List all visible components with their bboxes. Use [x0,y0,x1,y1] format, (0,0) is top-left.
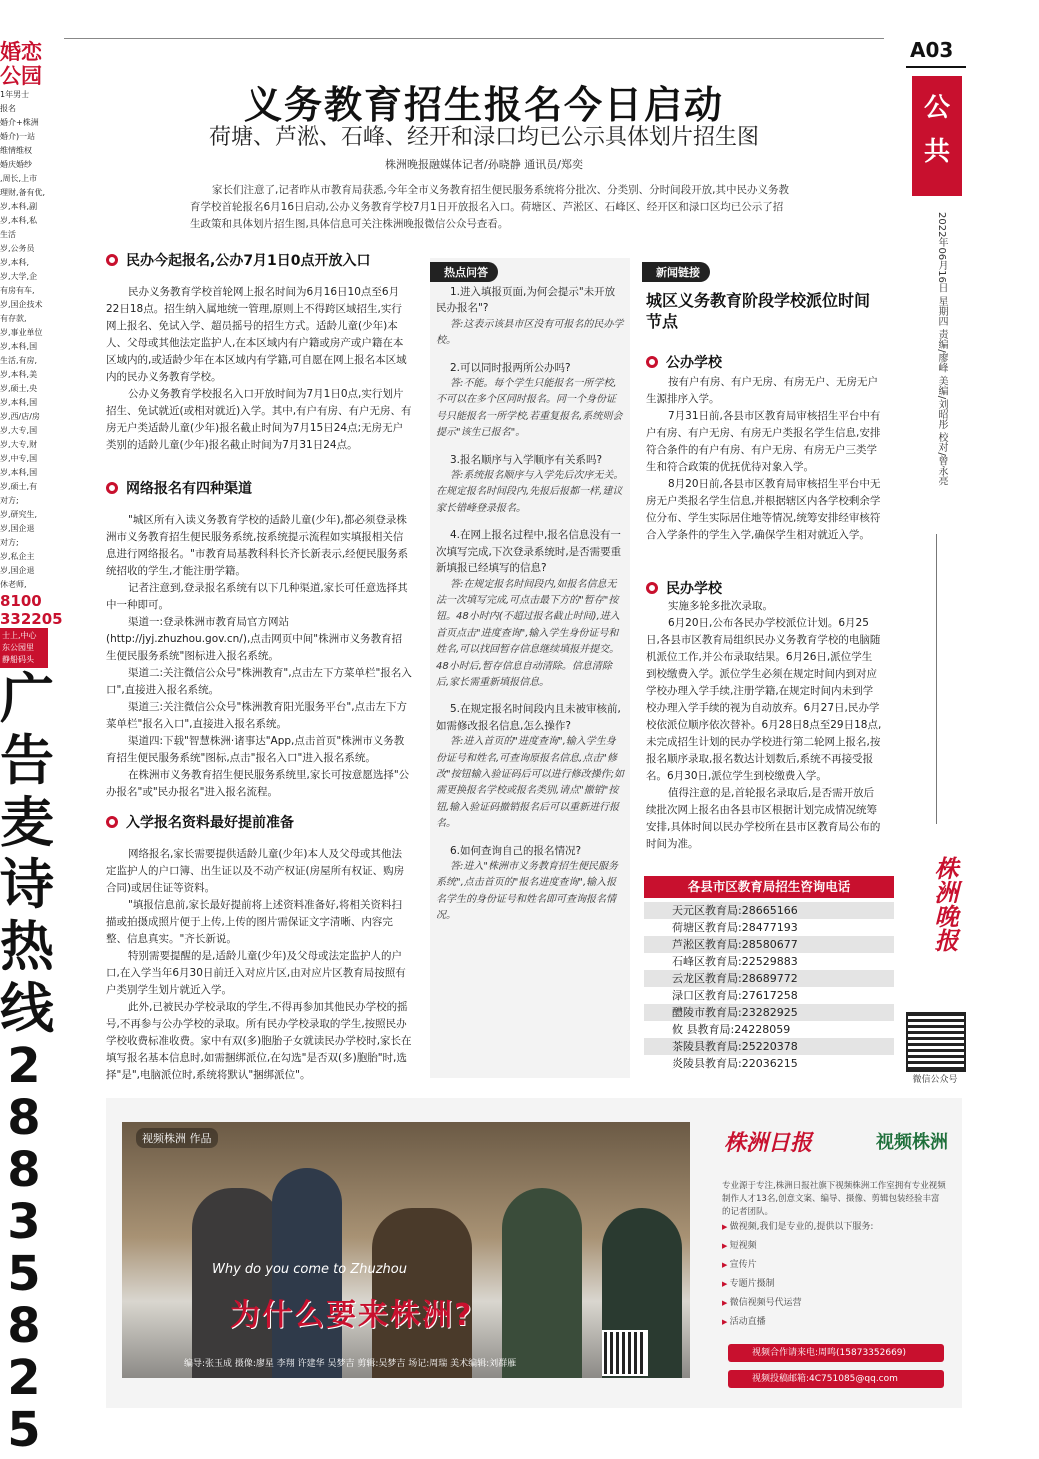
ad-service-item: ▶ 活动直播 [722,1313,948,1332]
strip-lines [0,88,48,592]
ad-contact-phone[interactable]: 视频合作请来电:周鸣(15873352669) [728,1344,944,1362]
ad-main-title: 为什么要来株洲? [230,1298,474,1333]
strip-number-digit: 5 [7,1402,41,1458]
strip-line: 岁,本科,美 [0,370,38,379]
strip-hotline-char: 热 [0,915,54,978]
strip-line: 维情维权 [0,146,32,155]
strip-line: 岁,国企退 [0,566,35,575]
news-link-tag: 新闻链接 [642,262,710,282]
qa-question: 2.可以同时报两所公办吗? [450,361,571,374]
strip-line: 岁,本科,国 [0,468,38,477]
strip-line: 对方; [0,538,19,547]
phone-row: 天元区教育局:28665166 [644,902,894,919]
strip-line: 岁,本科,国 [0,398,38,407]
person-figure [502,1188,582,1378]
ad-description-text: 专业源于专注,株洲日报社旗下视频株洲工作室拥有专业视频制作人才13名,创意文案、编导、摄像、剪辑包装经验丰富的记者团队。 [722,1181,946,1217]
qa-answer: 答:进入"株洲市义务教育招生便民服务系统",点击首页的"报名进度查询",输入报名学生的身份证号和姓名即可查询报名情况。 [436,861,618,922]
ad-service-item: ▶ 专题片摄制 [722,1275,948,1294]
strip-title-2: 公园 [0,64,42,88]
ad-service-intro: ▶ 做视频,我们是专业的,提供以下服务: [722,1218,948,1237]
paragraph: 此外,已被民办学校录取的学生,不得再参加其他民办学校的摇号,不再参与公办学校的录取。所有民办学校录取的学生,按照民办学校收费标准收费。家中有双(多)胞胎子女就读民办学校时,家长在填写报名基本信息时,如需捆绑派位,在勾选"是否双(多)胞胎"时,选择"是",电脑派位时,系统将默认"捆绑派位"。 [106,1001,412,1081]
ad-brand-badge: 视频株洲 作品 [136,1128,218,1148]
qr-code-icon[interactable] [906,1012,966,1072]
strip-line: 岁,硕士,央 [0,384,38,393]
phone-row: 石峰区教育局:22529883 [672,955,798,968]
strip-line: 有房有车, [0,286,35,295]
phone-row: 攸 县教育局:24228059 [672,1023,791,1036]
public-school-heading [646,352,886,372]
bullet-ring-icon [106,816,118,828]
paragraph: 渠道一:登录株洲市教育局官方网站(http://jyj.zhuzhou.gov.cn/),点击网页中间"株洲市义务教育招生便民服务系统"图标进入报名系统。 [106,616,403,662]
ad-service-list [722,1218,948,1332]
phone-row: 茶陵县教育局:25220378 [644,1038,894,1055]
paragraph: 网络报名,家长需要提供适龄儿童(少年)本人及父母或其他法定监护人的户口簿、出生证以及不动产权证(房屋所有权证、购房合同)或居住证等资料。 [106,848,405,894]
bullet-ring-icon [106,482,118,494]
qa-question: 3.报名顺序与入学顺序有关系吗? [450,453,603,466]
phone-table-title: 各县市区教育局招生咨询电话 [644,876,894,898]
strip-hotline-char: 广 [0,667,54,730]
strip-line: 岁,大专,国 [0,426,38,435]
phone-row: 云龙区教育局:28689772 [644,970,894,987]
qa-answer: 答:不能。每个学生只能报名一所学校,不可以在多个区同时报名。同一个身份证号只能报名一所学校,若重复报名,系统则会提示"该生已报名"。 [436,378,623,439]
strip-line: 岁,西/店/房 [0,412,40,421]
lead-paragraph: 家长们注意了,记者昨从市教育局获悉,今年全市义务教育招生便民服务系统将分批次、分类别、分时间段开放,其中民办义务教育学校首轮报名6月16日启动,公办义务教育学校7月1日开放报名入口。荷塘区、芦淞区、石峰区、经开区和渌口区均已公示了招生政策和具体划片招生图,具体信息可关注株洲晚报微信公众号查看。 [190,184,790,230]
section-1-body [106,284,412,454]
paragraph: 渠道四:下载"智慧株洲·诸事达"App,点击首页"株洲市义务教育招生便民服务系统"图标,点击"报名入口"进入报名系统。 [106,735,405,764]
public-school-body [646,374,882,544]
ad-logo-zhuzhou-daily: 株洲日报 [724,1131,813,1156]
paragraph: 特别需要提醒的是,适龄儿童(少年)及父母或法定监护人的户口,在入学当年6月30日前迁入对应片区,由对应片区教育局按照有户类别学生划片就近入学。 [106,950,406,996]
strip-line: 岁,本科,私 [0,216,38,225]
section-heading-2 [106,478,416,498]
strip-line: 休老师, [0,580,27,589]
strip-line: 生活 [0,230,16,239]
private-school-body [646,598,882,853]
strip-number-digit: 8 [7,1090,41,1146]
strip-number-digit: 8 [7,1142,41,1198]
qa-tag: 热点问答 [430,262,498,282]
strip-phone-1: 8100 [0,592,42,610]
strip-line: 岁,大专,财 [0,440,38,449]
strip-line: 婚介+株洲 [0,118,39,127]
strip-line: 岁,本科, [0,258,30,267]
strip-red-line: 士上,中心 [2,631,37,640]
qr-label: 微信公众号 [912,1075,958,1085]
strip-number-digit: 8 [7,1298,41,1354]
strip-red-box [0,628,48,668]
person-figure [192,1188,282,1378]
strip-number-digit: 2 [7,1038,41,1094]
strip-line: 岁,国企退 [0,524,35,533]
strip-hotline-char: 告 [0,729,54,792]
margin-rule [906,66,966,68]
page-number: A03 [910,38,954,62]
qa-question: 1.进入填报页面,为何会提示"未开放民办报名"? [436,286,616,315]
qa-answer: 答:在规定报名时间段内,如报名信息无法一次填写完成,可点击最下方的"暂存"按钮。48小时内(不超过报名截止时间),进入首页点击"进度查询",输入学生身份证号和姓名,可以找回暂存信息继续填报并提交。48小时后,暂存信息自动清除。信息清除后,家长需重新填报信息。 [436,578,620,688]
paragraph: 渠道三:关注微信公众号"株洲教育阳光服务平台",点击左下方菜单栏"报名入口",直接进入报名系统。 [106,701,408,730]
headline: 义务教育招生报名今日启动 [243,83,724,127]
paragraph: 8月20日前,各县市区教育局审核招生平台中无房无户类报名学生信息,并根据辖区内各学校剩余学位分布、学生实际居住地等情况,统筹安排经审核符合入学条件的学生入学,确保学生相对就近入学。 [646,478,881,541]
private-school-heading [646,578,886,598]
qa-question: 6.如何查询自己的报名情况? [450,844,582,857]
strip-red-line: 东公园里 [2,643,34,652]
phone-table [644,902,894,1072]
phone-row: 渌口区教育局:27617258 [672,989,798,1002]
strip-line: 生活,有房, [0,356,38,365]
strip-line: 岁,硕士,有 [0,482,38,491]
strip-line: 岁,大学,企 [0,272,38,281]
paragraph: 公办义务教育学校报名入口开放时间为7月1日0点,实行划片招生、免试就近(或相对就近)入学。其中,有户有房、有户无房、有房无户类适龄儿童(少年)报名截止时间为7月15日24点;无房无户类别的适龄儿童(少年)报名截止时间为7月31日24点。 [106,388,412,451]
section-heading-3 [106,812,416,832]
strip-number-digit: 2 [7,1350,41,1406]
margin-vertical-rule [936,534,937,824]
phone-row: 荷塘区教育局:28477193 [672,921,798,934]
qa-answer: 答:系统报名顺序与入学先后次序无关。在规定报名时间段内,先报后报都一样,建议家长错峰登录报名。 [436,470,624,514]
strip-line: 婚庆婚纱 [0,160,32,169]
paragraph: "城区所有入读义务教育学校的适龄儿童(少年),都必须登录株洲市义务教育招生便民服务系统,按系统提示流程如实填报相关信息进行网络报名。"市教育局基教科科长齐长新表示,经便民服务系统招收的学生,才能注册学籍。 [106,514,409,577]
ad-credits: 编导:张玉成 摄像:廖星 李翔 许建华 吴梦吉 剪辑:吴梦吉 场记:周瑞 美术编辑:刘群雁 [184,1359,517,1369]
strip-ad-number [0,1040,48,1456]
strip-hotline-char: 麦 [0,791,54,854]
phone-row: 炎陵县教育局:22036215 [672,1057,798,1070]
paragraph: 民办义务教育学校首轮网上报名时间为6月16日10点至6月22日18点。招生纳入属地统一管理,原则上不得跨区域招生,实行网上报名、免试入学、超员摇号的招生方式。适龄儿童(少年)本人、父母或其他法定监护人,在本区域内有户籍或房产或户籍在本区域内的,或适龄少年在本区域内有学籍,可自愿在网上报名本区域内的民办义务教育学校。 [106,286,407,383]
qa-answer: 答:这表示该县市区没有可报名的民办学校。 [436,318,624,347]
ad-logo-video-zhuzhou: 视频株洲 [876,1132,948,1153]
strip-line: 岁,中专,国 [0,454,38,463]
top-rule [64,38,884,39]
strip-line: 婚介)一站 [0,132,36,141]
left-edge-strip [0,40,63,1458]
strip-number-digit: 3 [7,1194,41,1250]
paragraph: 渠道二:关注微信公众号"株洲教育",点击左下方菜单栏"报名入口",直接进入报名系统。 [106,667,412,696]
strip-line: 岁,私企主 [0,552,35,561]
strip-line: 岁,研究生, [0,510,38,519]
section-2-body [106,512,412,801]
qa-answer: 答:进入首页的"进度查询",输入学生身份证号和姓名,可查询原报名信息,点击"修改"按钮输入验证码后可以进行修改操作;如需更换报名学校或报名类别,请点"撤销"按钮,输入验证码撤销报名后可以重新进行报名。 [436,736,624,830]
strip-line: 理财,备有优, [0,188,46,197]
ad-service-item: ▶ 微信视频号代运营 [722,1294,948,1313]
ad-qr-code-icon[interactable] [602,1330,648,1376]
strip-line: 岁,公务员 [0,244,35,253]
section-label-char: 共 [923,137,950,167]
qa-question: 5.在规定报名时间段内且未被审核前,如需修改报名信息,怎么操作? [436,703,621,732]
subheadline: 荷塘、芦淞、石峰、经开和渌口均已公示具体划片招生图 [208,125,759,150]
strip-hotline-char: 诗 [0,853,54,916]
strip-number-digit: 5 [7,1246,41,1302]
bullet-ring-icon [646,582,658,594]
section-heading-text: 民办今起报名,公办7月1日0点开放入口 [126,253,371,269]
section-label [912,76,962,196]
paragraph: "填报信息前,家长最好提前将上述资料准备好,将相关资料扫描或拍摄成照片便于上传,上传的图片需保证文字清晰、内容完整、信息真实。"齐长新说。 [106,899,403,945]
section-heading-text: 民办学校 [666,581,722,597]
strip-phone-2: 332205 [0,610,63,628]
paragraph: 在株洲市义务教育招生便民服务系统里,家长可按意愿选择"公办报名"或"民办报名"进入报名流程。 [106,769,410,798]
ad-contact-email[interactable]: 视频投稿邮箱:4C751085@qq.com [728,1370,944,1388]
section-3-body [106,846,412,1084]
ad-service-item: ▶ 宣传片 [722,1256,948,1275]
paragraph: 值得注意的是,首轮报名录取后,是否需开放后续批次网上报名由各县市区根据计划完成情况统筹安排,具体时间以民办学校所在县市区教育局公布的时间为准。 [646,787,881,850]
strip-hotline-char: 线 [0,977,54,1040]
strip-line: 岁,本科,国 [0,342,38,351]
issue-date: 2022年06月16日 星期四 责编/廖峰 美编/刘昭彤 校对/曾永亮 [936,212,947,486]
newspaper-logo: 株洲晚报 [930,856,958,952]
paragraph: 6月20日,公布各民办学校派位计划。6月25日,各县市区教育局组织民办义务教育学校的电脑随机派位工作,并公布录取结果。6月26日,派位学生到校缴费入学。派位学生必须在规定时间内到对应学校办理入学手续,注册学籍,在规定时间内未到学校办理入学手续的视为自动放弃。6月27日,民办学校依派位顺序依次替补。6月28日8点至29日18点,未完成招生计划的民办学校进行第二轮网上报名,按报名顺序录取,报名数达计划数后,系统不再接受报名。6月30日,派位学生到校缴费入学。 [646,617,882,782]
qa-question: 4.在网上报名过程中,报名信息没有一次填写完成,下次登录系统时,是否需要重新填报已经填写的信息? [436,529,622,575]
section-label-char: 公 [923,93,950,123]
section-heading-text: 公办学校 [666,355,722,371]
paragraph: 记者注意到,登录报名系统有以下几种渠道,家长可任意选择其中一种即可。 [106,582,408,611]
strip-line: 报名 [0,104,16,113]
section-heading-1 [106,250,416,270]
ad-description [722,1180,948,1219]
strip-line: 有存款, [0,314,27,323]
ad-english-title: Why do you come to Zhuzhou [212,1262,407,1277]
strip-line: 岁,国企技术 [0,300,43,309]
ad-service-item: ▶ 短视频 [722,1237,948,1256]
strip-line: ,周长,上市 [0,174,38,183]
strip-line: 岁,事业单位 [0,328,43,337]
strip-line: 1年男士 [0,90,30,99]
phone-row: 醴陵市教育局:23282925 [644,1004,894,1021]
section-heading-text: 网络报名有四种渠道 [126,481,252,497]
news-link-headline: 城区义务教育阶段学校派位时间节点 [646,291,871,331]
bullet-ring-icon [646,356,658,368]
strip-title-1: 婚恋 [0,40,42,64]
byline: 株洲晚报融媒体记者/孙晓静 通讯员/郑奕 [385,158,583,171]
strip-line: 对方; [0,496,19,505]
paragraph: 7月31日前,各县市区教育局审核招生平台中有户有房、有户无房、有房无户类报名学生信息,安排符合条件的有户有房、有户无房、有房无户三类学生和符合政策的优抚优待对象入学。 [646,410,881,473]
qa-list [436,284,624,935]
strip-red-line: 静船码头 [2,655,34,664]
section-heading-text: 入学报名资料最好提前准备 [126,815,294,831]
paragraph: 实施多轮多批次录取。 [668,600,773,612]
paragraph: 按有户有房、有户无房、有房无户、无房无户生源排序入学。 [646,376,878,405]
bullet-ring-icon [106,254,118,266]
phone-row: 芦淞区教育局:28580677 [644,936,894,953]
strip-ad-hotline [0,667,54,1040]
strip-line: 岁,本科,副 [0,202,38,211]
